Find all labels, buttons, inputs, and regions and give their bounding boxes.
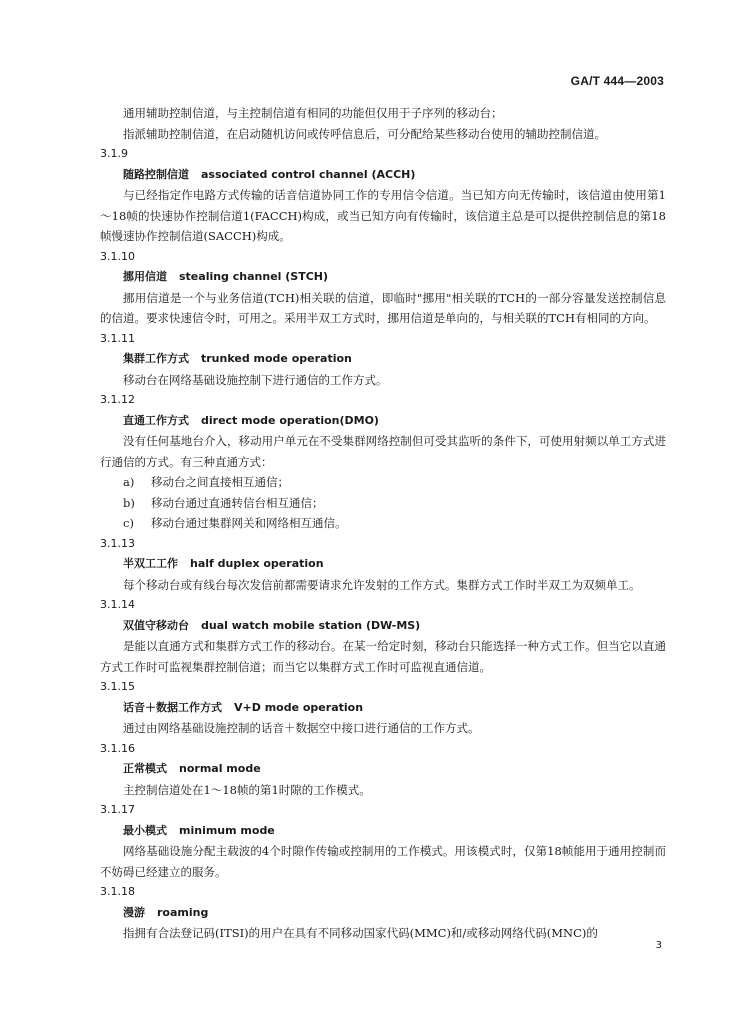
term-chinese: 挪用信道 <box>123 270 167 283</box>
term-heading <box>100 903 666 924</box>
clause-number: 3.1.18 <box>100 885 135 898</box>
definition-paragraph: 没有任何基地台介入，移动用户单元在不受集群网络控制但可受其监听的条件下，可使用射频以单工方式进行通信的方式。有三种直通方式： <box>100 434 666 469</box>
list-text: 移动台之间直接相互通信； <box>151 475 289 489</box>
clause-number: 3.1.10 <box>100 249 135 263</box>
list-item <box>100 493 666 514</box>
sections-container <box>100 144 666 944</box>
term-heading <box>100 821 666 842</box>
term-chinese: 随路控制信道 <box>123 167 189 181</box>
term-english: normal mode <box>179 762 261 775</box>
term-chinese: 集群工作方式 <box>123 352 189 365</box>
list-item <box>100 513 666 534</box>
intro-paragraph: 通用辅助控制信道，与主控制信道有相同的功能但仅用于子序列的移动台； <box>123 106 503 120</box>
list-marker: a) <box>123 475 135 489</box>
definition-paragraph: 挪用信道是一个与业务信道(TCH)相关联的信道，即临时"挪用"相关联的TCH的一部分容量发送控制信息的信道。要求快速信令时，可用之。采用半双工方式时，挪用信道是单向的，与相关联的TCH有相同的方向。 <box>100 290 666 325</box>
definition-paragraph: 主控制信道处在1～18帧的第1时隙的工作模式。 <box>123 782 371 797</box>
term-english: direct mode operation(DMO) <box>201 413 379 427</box>
clause-number: 3.1.17 <box>100 803 135 816</box>
term-chinese: 双值守移动台 <box>123 618 189 632</box>
clause-number: 3.1.13 <box>100 536 135 550</box>
term-english: V+D mode operation <box>234 700 364 714</box>
list-text: 移动台通过集群网关和网络相互通信。 <box>151 516 347 530</box>
term-heading <box>100 616 666 637</box>
definition-paragraph: 通过由网络基础设施控制的话音＋数据空中接口进行通信的工作方式。 <box>123 721 480 735</box>
page-number: 3 <box>655 940 662 951</box>
list-marker: b) <box>123 495 135 510</box>
term-english: stealing channel (STCH) <box>179 270 329 283</box>
term-chinese: 话音＋数据工作方式 <box>123 700 222 714</box>
list-item <box>100 472 666 493</box>
term-heading <box>100 698 666 719</box>
clause-number: 3.1.14 <box>100 598 135 611</box>
term-chinese: 最小模式 <box>123 823 167 837</box>
term-english: dual watch mobile station (DW-MS) <box>201 618 421 632</box>
term-heading <box>100 267 666 288</box>
definition-paragraph: 移动台在网络基础设施控制下进行通信的工作方式。 <box>123 372 388 387</box>
term-heading <box>100 554 666 575</box>
clause-number: 3.1.9 <box>100 147 128 160</box>
term-english: associated control channel (ACCH) <box>201 167 416 181</box>
term-english: roaming <box>157 905 209 919</box>
definition-paragraph: 指拥有合法登记码(ITSI)的用户在具有不同移动国家代码(MMC)和/或移动网络代码(MNC)的 <box>123 926 598 940</box>
term-chinese: 漫游 <box>123 905 145 919</box>
clause-number: 3.1.11 <box>100 331 135 345</box>
document-body <box>100 103 666 944</box>
clause-number: 3.1.12 <box>100 393 135 406</box>
list-marker: c) <box>123 516 134 530</box>
definition-paragraph: 每个移动台或有线台每次发信前都需要请求允许发射的工作方式。集群方式工作时半双工为双频单工。 <box>123 577 641 592</box>
term-heading <box>100 759 666 780</box>
term-heading <box>100 349 666 370</box>
list-text: 移动台通过直通转信台相互通信； <box>151 495 324 510</box>
term-english: half duplex operation <box>190 557 324 570</box>
clause-number: 3.1.15 <box>100 680 135 693</box>
term-heading <box>100 411 666 432</box>
definition-paragraph: 与已经指定作电路方式传输的话音信道协同工作的专用信令信道。当已知方向无传输时，该信道由使用第1～18帧的快速协作控制信道1(FACCH)构成，或当已知方向有传输时，该信道主总是可以提供控制信息的第18帧慢速协作控制信道(SACCH)构成。 <box>100 188 666 243</box>
definition-paragraph: 网络基础设施分配主载波的4个时隙作传输或控制用的工作模式。用该模式时，仅第18帧能用于通用控制而不妨碍已经建立的服务。 <box>100 844 666 879</box>
term-chinese: 直通工作方式 <box>123 413 189 427</box>
standard-code: GA/T 444—2003 <box>570 74 664 88</box>
term-chinese: 半双工工作 <box>123 557 178 570</box>
term-heading <box>100 165 666 186</box>
clause-number: 3.1.16 <box>100 741 135 755</box>
term-chinese: 正常模式 <box>123 762 167 775</box>
term-english: trunked mode operation <box>201 352 352 365</box>
intro-paragraph: 指派辅助控制信道，在启动随机访问或传呼信息后，可分配给某些移动台使用的辅助控制信道。 <box>123 126 606 141</box>
definition-paragraph: 是能以直通方式和集群方式工作的移动台。在某一给定时刻，移动台只能选择一种方式工作。但当它以直通方式工作时可监视集群控制信道；而当它以集群方式工作时可监视直通信道。 <box>100 639 666 674</box>
term-english: minimum mode <box>179 823 275 837</box>
